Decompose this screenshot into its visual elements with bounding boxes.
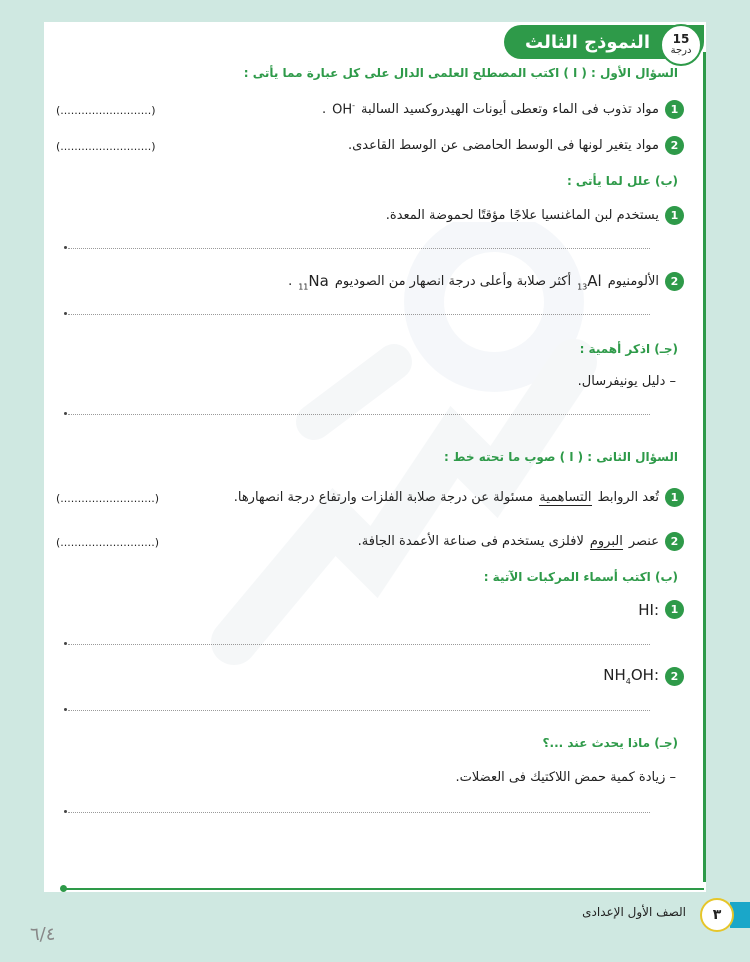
footer-rule: [62, 888, 704, 890]
item-number-badge: 1: [665, 100, 684, 119]
q2-a-item-1: [234, 488, 684, 507]
item-number-badge: 2: [665, 272, 684, 291]
compound-formula: HI:: [638, 600, 659, 619]
item-number-badge: 1: [665, 206, 684, 225]
q2-b-item-1: [638, 600, 684, 619]
question-1-title: السؤال الأول : ( ا ) اكتب المصطلح العلمى الدال على كل عبارة مما يأتى :: [243, 66, 678, 80]
q1-b-item-1: [386, 206, 684, 225]
sodium-symbol: [298, 272, 329, 292]
answer-blank[interactable]: (..........................): [56, 140, 156, 153]
model-title: النموذج الثالث: [525, 31, 650, 53]
q2-b-title: (ب) اكتب أسماء المركبات الآتية :: [483, 570, 678, 584]
item-text-pre: عنصر: [628, 534, 659, 549]
item-number-badge: 2: [665, 667, 684, 686]
element-symbol: Na: [308, 272, 329, 290]
item-text-pre: تُعد الروابط: [597, 490, 659, 505]
score-badge: [660, 24, 702, 66]
q1-c-item: [578, 374, 676, 389]
answer-line[interactable]: [68, 314, 650, 315]
item-number-badge: 1: [665, 600, 684, 619]
underlined-term: التساهمية: [539, 489, 592, 505]
formula-text: OH: [332, 102, 353, 118]
item-text: – زيادة كمية حمض اللاكتيك فى العضلات.: [455, 770, 676, 785]
item-text-post: لافلزى يستخدم فى صناعة الأعمدة الجافة.: [357, 534, 584, 549]
score-unit: درجة: [670, 45, 692, 56]
page-number: ٣: [700, 898, 734, 932]
q1-c-title: (جـ) اذكر أهمية :: [579, 342, 678, 356]
header-side-rule: [703, 52, 706, 882]
compound-formula: [603, 666, 659, 686]
q2-c-item: [456, 770, 676, 785]
item-number-badge: 2: [665, 136, 684, 155]
answer-line[interactable]: [68, 414, 650, 415]
underlined-term: البروم: [589, 533, 623, 549]
item-number-badge: 1: [665, 488, 684, 507]
formula-part: NH: [603, 666, 626, 684]
item-end: .: [288, 274, 293, 290]
item-number-badge: 2: [665, 532, 684, 551]
formula-subscript: 4: [625, 677, 631, 686]
score-number: 15: [672, 32, 690, 46]
grade-label: الصف الأول الإعدادى: [582, 905, 686, 919]
answer-blank[interactable]: (...........................): [56, 536, 159, 549]
aluminium-symbol: [577, 272, 602, 292]
answer-blank[interactable]: (...........................): [56, 492, 159, 505]
q1-a-item-2: [348, 136, 684, 155]
item-text: مواد تذوب فى الماء وتعطى أيونات الهيدروكسيد السالبة: [361, 102, 659, 117]
formula-part: OH:: [630, 666, 659, 684]
item-text-b: أكثر صلابة وأعلى درجة انصهار من الصوديوم: [334, 274, 572, 290]
atomic-number: 13: [577, 282, 588, 292]
answer-line[interactable]: [68, 710, 650, 711]
item-text: يستخدم لبن الماغنسيا علاجًا مؤقتًا لحموضة المعدة.: [385, 208, 659, 223]
item-text-a: الألومنيوم: [607, 274, 659, 290]
formula-charge: -: [352, 101, 355, 111]
question-2-title: السؤال الثانى : ( ا ) صوب ما تحته خط :: [444, 450, 678, 464]
q2-b-item-2: [603, 666, 684, 686]
worksheet-page: [44, 22, 706, 892]
q1-a-item-1: [322, 100, 684, 119]
hydroxide-formula: [332, 101, 355, 117]
q2-c-title: (جـ) ماذا يحدث عند ...؟: [542, 736, 678, 750]
item-text: مواد يتغير لونها فى الوسط الحامضى عن الوسط القاعدى.: [347, 138, 659, 153]
q2-a-item-2: [358, 532, 684, 551]
answer-line[interactable]: [68, 812, 650, 813]
atomic-number: 11: [298, 282, 309, 292]
element-symbol: Al: [587, 272, 602, 290]
q1-b-title: (ب) علل لما يأتى :: [566, 174, 678, 188]
q1-b-item-2: [288, 272, 684, 292]
answer-line[interactable]: [68, 248, 650, 249]
answer-line[interactable]: [68, 644, 650, 645]
answer-blank[interactable]: (..........................): [56, 104, 156, 117]
item-text: – دليل يونيفرسال.: [577, 374, 676, 389]
item-text-post: مسئولة عن درجة صلابة الفلزات وارتفاع درجة انصهارها.: [233, 490, 534, 505]
item-end: .: [321, 102, 327, 117]
corner-handwritten-mark: ٦/٤: [30, 924, 56, 945]
